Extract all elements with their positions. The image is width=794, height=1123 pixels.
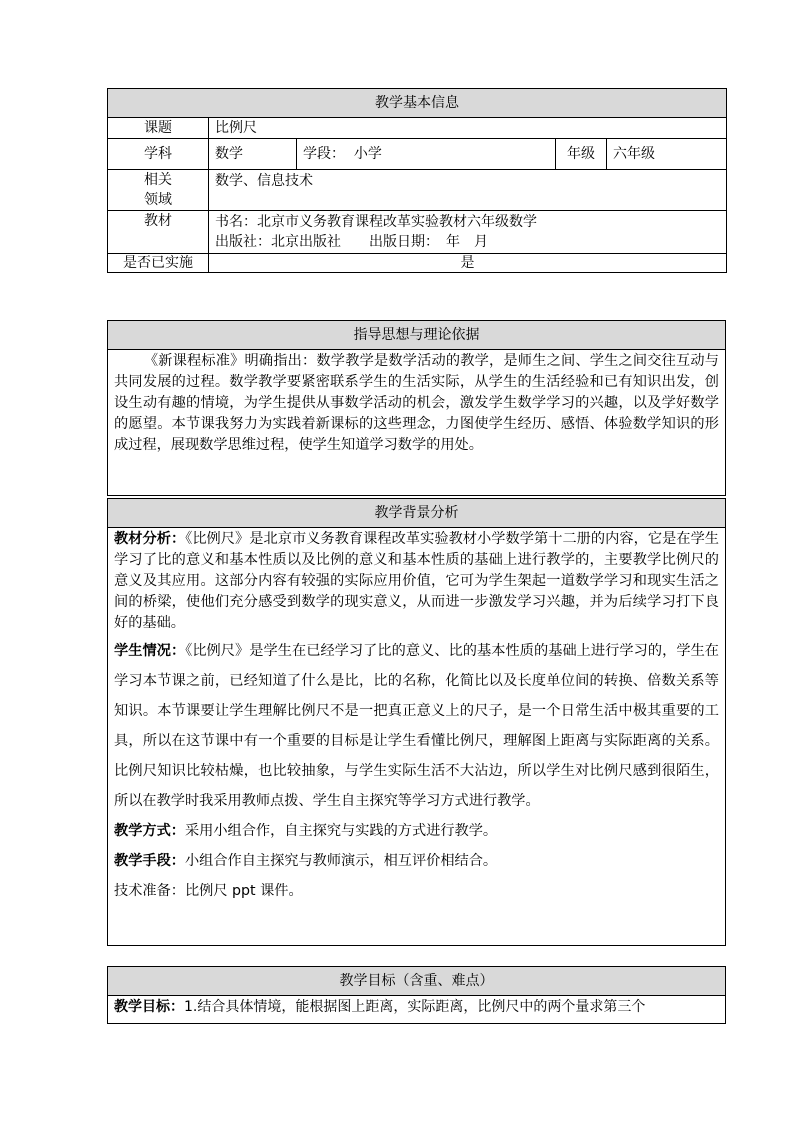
field-label-line1: 相关	[144, 172, 172, 188]
material-label: 教材分析：	[114, 531, 186, 547]
material-paragraph	[114, 529, 719, 634]
field-label	[108, 170, 209, 211]
textbook-value	[209, 211, 727, 254]
tech-paragraph: 技术准备：比例尺 ppt 课件。	[114, 883, 303, 899]
grade-value: 六年级	[607, 139, 727, 170]
student-text: 《比例尺》是学生在已经学习了比的意义、比的基本性质的基础上进行学习的，学生在学习本节课之前，已经知道了什么是比，比的名称，化简比以及长度单位间的转换、倍数关系等知识。本节课要让学生理解比例尺不是一把真正意义上的尺子，是一个日常生活中极其重要的工具，所以在这节课中有一个重要的目标是让学生看懂比例尺，理解图上距离与实际距离的关系。比例尺知识比较枯燥，也比较抽象，与学生实际生活不大沾边，所以学生对比例尺感到很陌生，所以在教学时我采用教师点拨、学生自主探究等学习方式进行教学。	[114, 643, 719, 809]
implemented-label: 是否已实施	[108, 254, 209, 273]
textbook-line1: 书名：北京市义务教育课程改革实验教材六年级数学	[215, 214, 537, 230]
objectives-table	[107, 966, 726, 1024]
stage-value: 小学	[353, 146, 382, 162]
guiding-text: 《新课程标准》明确指出：数学教学是数学活动的教学，是师生之间、学生之间交往互动与共同发展的过程。数学教学要紧密联系学生的生活实际，从学生的生活经验和已有知识出发，创设生动有趣的情境，为学生提供从事数学活动的机会，激发学生数学学习的兴趣，以及学好数学的愿望。本节课我努力为实践着新课标的这些理念，力图使学生经历、感悟、体验数学知识的形成过程，展现数学思维过程，使学生知道学习数学的用处。	[114, 353, 719, 453]
basic-info-table	[107, 88, 727, 273]
topic-value: 比例尺	[209, 118, 727, 139]
guiding-header: 指导思想与理论依据	[108, 321, 726, 350]
objectives-text: 1.结合具体情境，能根据图上距离，实际距离，比例尺中的两个量求第三个	[184, 999, 646, 1015]
field-value: 数学、信息技术	[209, 170, 727, 211]
objectives-header: 教学目标（含重、难点）	[108, 967, 726, 996]
means-label: 教学手段：	[114, 853, 185, 869]
stage-cell	[297, 139, 556, 170]
objectives-cell	[108, 996, 726, 1024]
field-label-line2: 领域	[144, 192, 172, 208]
stage-label: 学段：	[303, 146, 345, 162]
means-paragraph	[114, 846, 719, 876]
grade-label: 年级	[556, 139, 607, 170]
method-paragraph	[114, 816, 719, 846]
method-label: 教学方式：	[114, 823, 185, 839]
material-text: 《比例尺》是北京市义务教育课程改革实验教材小学数学第十二册的内容，它是在学生学习了比的意义和基本性质以及比例的意义和基本性质的基础上进行教学的，主要教学比例尺的意义及其应用。这部分内容有较强的实际应用价值，它可为学生架起一道数学学习和现实生活之间的桥梁，使他们充分感受到数学的现实意义，从而进一步激发学习兴趣，并为后续学习打下良好的基础。	[114, 531, 719, 631]
textbook-label: 教材	[108, 211, 209, 254]
student-label: 学生情况：	[114, 643, 186, 659]
background-table	[107, 498, 726, 946]
subject-value: 数学	[209, 139, 297, 170]
guiding-cell	[108, 350, 726, 496]
method-text: 采用小组合作，自主探究与实践的方式进行教学。	[184, 823, 498, 839]
textbook-line2: 出版社：北京出版社 出版日期： 年 月	[215, 234, 488, 250]
guiding-table	[107, 320, 726, 496]
basic-info-header: 教学基本信息	[108, 89, 727, 118]
means-text: 小组合作自主探究与教师演示，相互评价相结合。	[184, 853, 498, 869]
background-cell	[108, 528, 726, 946]
student-paragraph	[114, 636, 719, 816]
implemented-value: 是	[209, 254, 727, 273]
subject-label: 学科	[108, 139, 209, 170]
objectives-label: 教学目标：	[114, 999, 184, 1015]
topic-label: 课题	[108, 118, 209, 139]
background-header: 教学背景分析	[108, 499, 726, 528]
